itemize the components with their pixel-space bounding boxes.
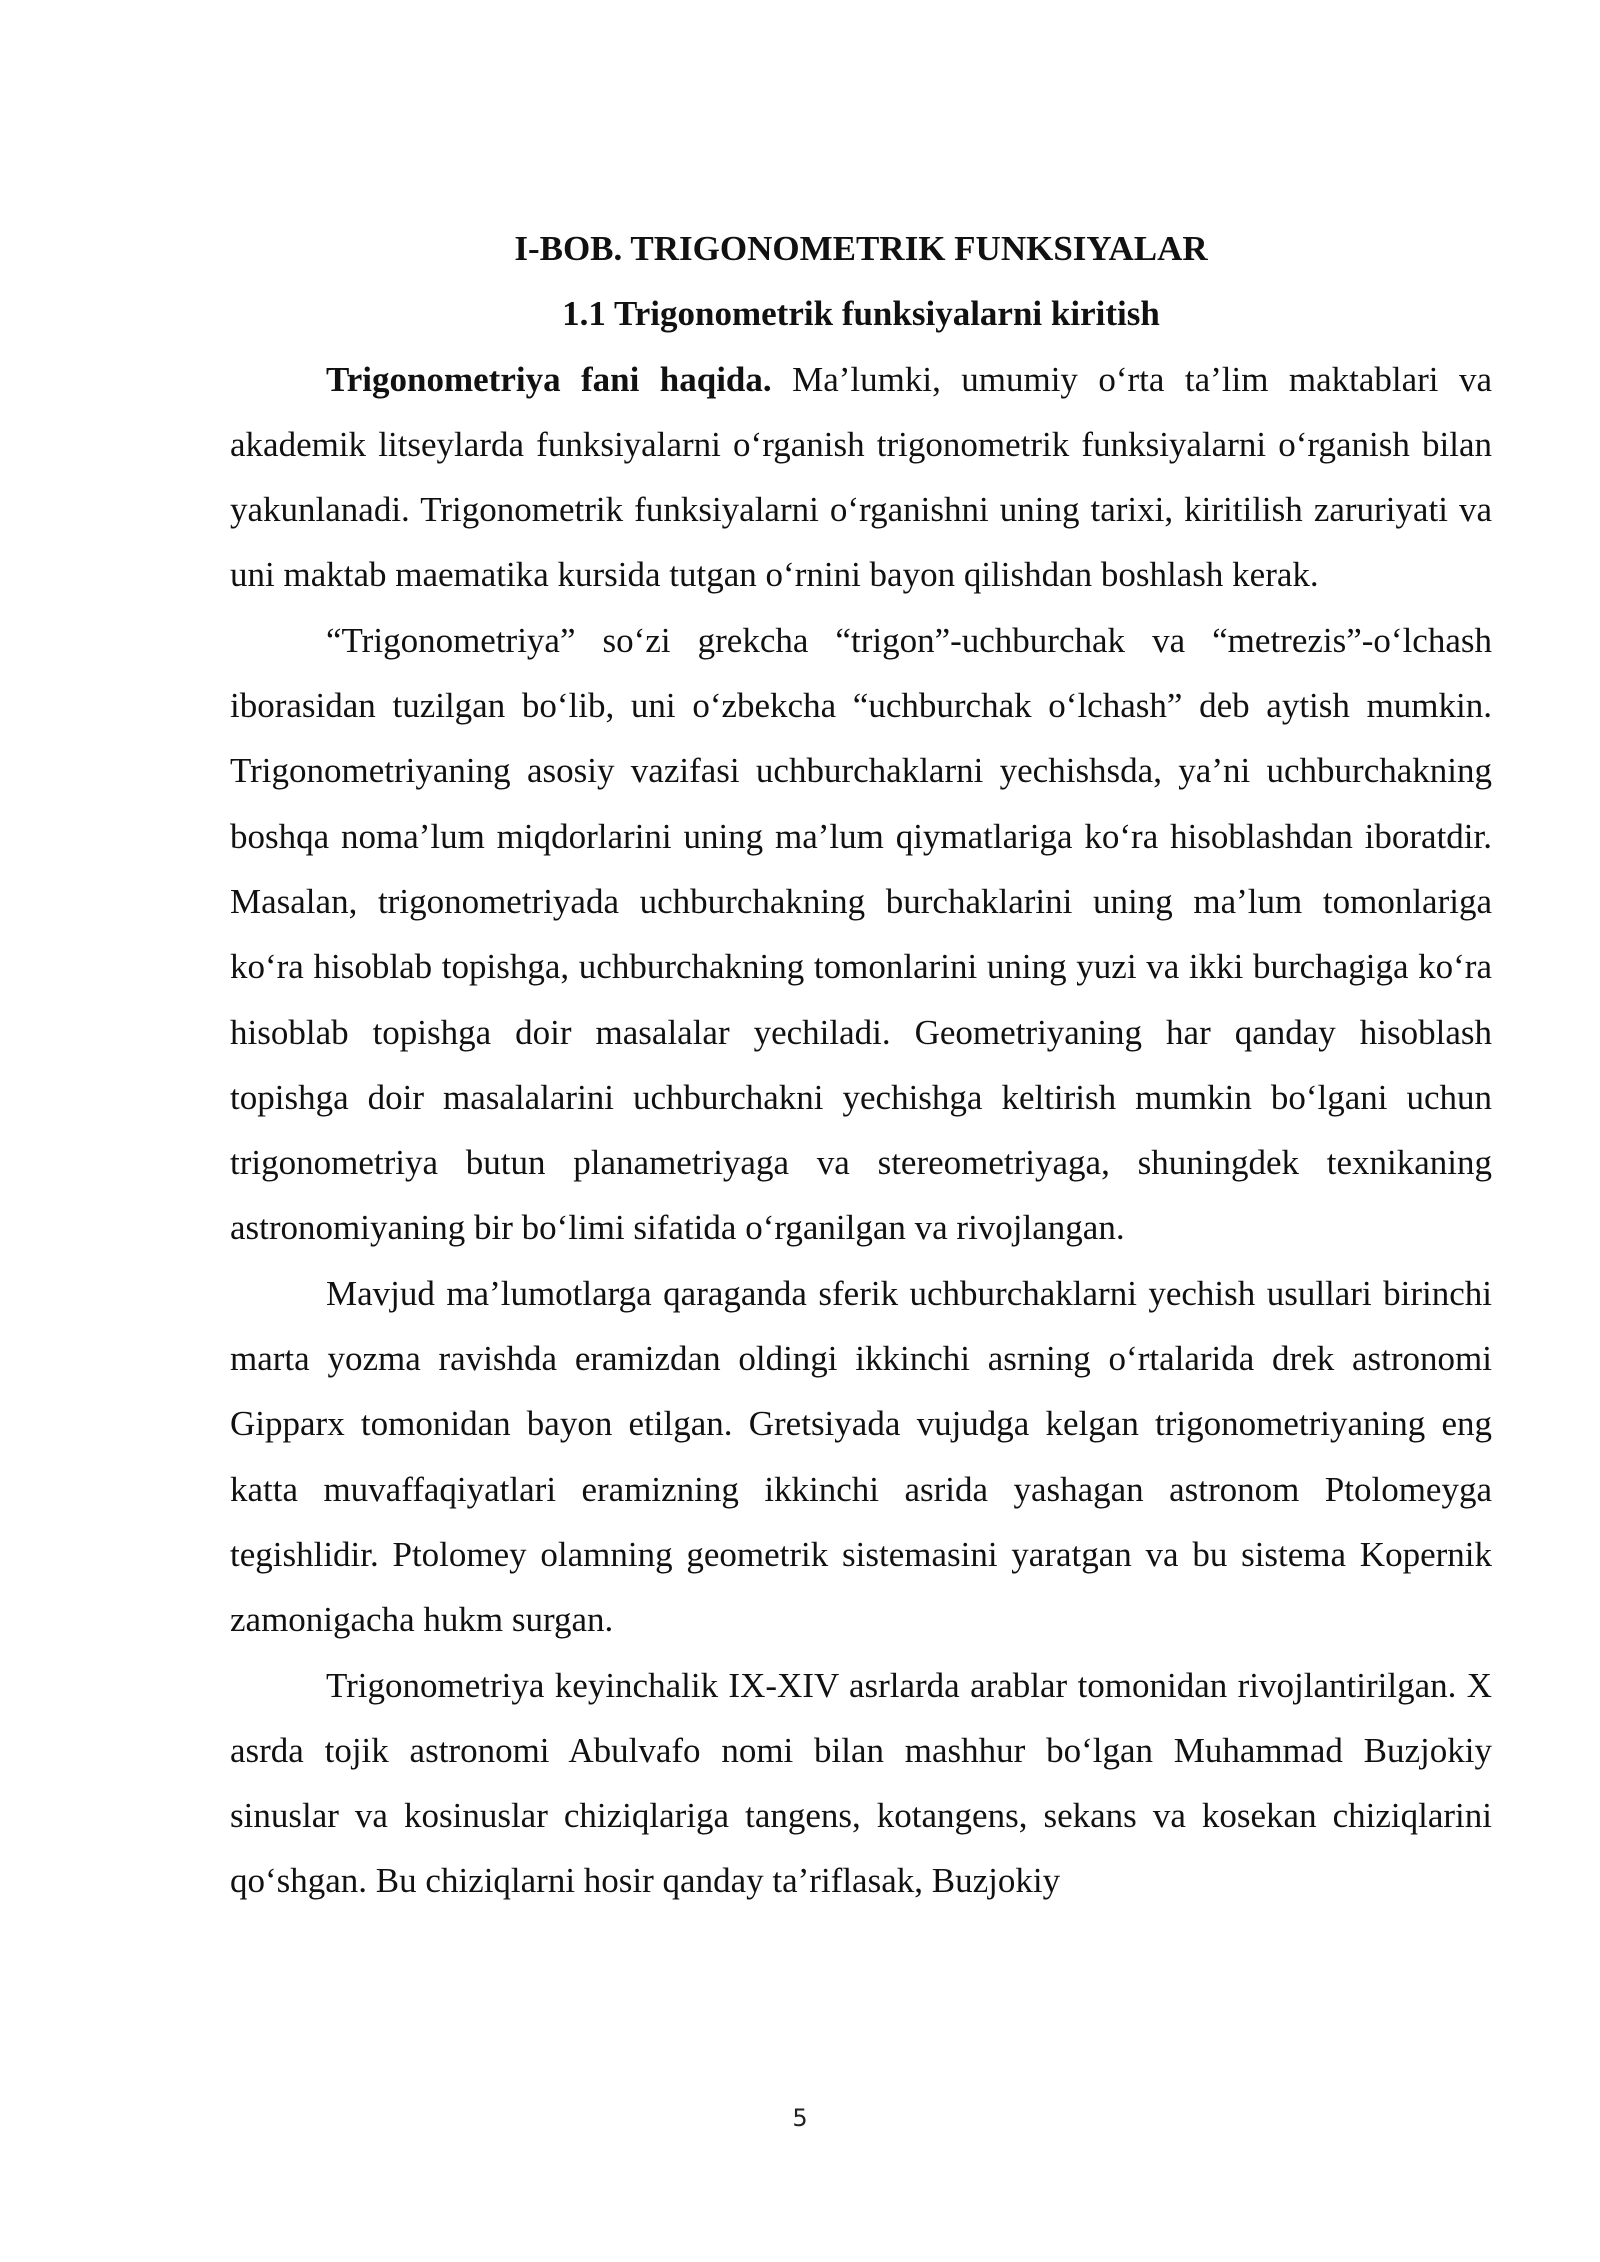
paragraph-text: Mavjud ma’lumotlarga qaraganda sferik uchburchaklarni yechish usullari birinchi marta yozma ravishda eramizdan oldingi ikkinchi asrning o‘rtalarida drek astronomi Gipparx tomonidan bayon etilgan. Gretsiyada vujudga kelgan trigonometriyaning eng katta muvaffaqiyatlari eramizning ikkinchi asrida yashagan astronom Ptolomeyga tegishlidir. Ptolomey olamning geometrik sistemasini yaratgan va bu sistema Kopernik zamonigacha hukm surgan. xyxy=(230,1273,1492,1640)
paragraph-text: “Trigonometriya” so‘zi grekcha “trigon”-uchburchak va “metrezis”-o‘lchash iborasidan tuzilgan bo‘lib, uni o‘zbekcha “uchburchak o‘lchash” deb aytish mumkin. Trigonometriyaning asosiy vazifasi uchburchaklarni yechishsda, ya’ni uchburchakning boshqa noma’lum miqdorlarini uning ma’lum qiymatlariga ko‘ra hisoblashdan iboratdir. Masalan, trigonometriyada uchburchakning burchaklarini uning ma’lum tomonlariga ko‘ra hisoblab topishga, uchburchakning tomonlarini uning yuzi va ikki burchagiga ko‘ra hisoblab topishga doir masalalar yechiladi. Geometriyaning har qanday hisoblash topishga doir masalalarini uchburchakni yechishga keltirish mumkin bo‘lgani uchun trigonometriya butun planametriyaga va stereometriyaga, shuningdek texnikaning astronomiyaning bir bo‘limi sifatida o‘rganilgan va rivojlangan. xyxy=(230,620,1492,1248)
paragraph-3 xyxy=(230,1261,1492,1653)
paragraph-text: Ma’lumki, umumiy o‘rta ta’lim maktablari va akademik litseylarda funksiyalarni o‘rganish trigonometrik funksiyalarni o‘rganish bilan yakunlanadi. Trigonometrik funksiyalarni o‘rganishni uning tarixi, kiritilish zaruriyati va uni maktab maematika kursida tutgan o‘rnini bayon qilishdan boshlash kerak. xyxy=(230,359,1492,595)
paragraph-text: Trigonometriya keyinchalik IX-XIV asrlarda arablar tomonidan rivojlantirilgan. X asrda tojik astronomi Abulvafo nomi bilan mashhur bo‘lgan Muhammad Buzjokiy sinuslar va kosinuslar chiziqlariga tangens, kotangens, sekans va kosekan chiziqlarini qo‘shgan. Bu chiziqlarni hosir qanday ta’riflasak, Buzjokiy xyxy=(230,1665,1492,1901)
page-number: 5 xyxy=(792,2104,808,2132)
paragraph-lead: Trigonometriya fani haqida. xyxy=(326,359,772,399)
chapter-title: I-BOB. TRIGONOMETRIK FUNKSIYALAR xyxy=(514,229,1208,268)
paragraph-1 xyxy=(230,347,1492,608)
paragraph-2 xyxy=(230,608,1492,1261)
paragraph-4 xyxy=(230,1653,1492,1914)
section-title: 1.1 Trigonometrik funksiyalarni kiritish xyxy=(562,294,1160,334)
page-body xyxy=(230,216,1492,1914)
